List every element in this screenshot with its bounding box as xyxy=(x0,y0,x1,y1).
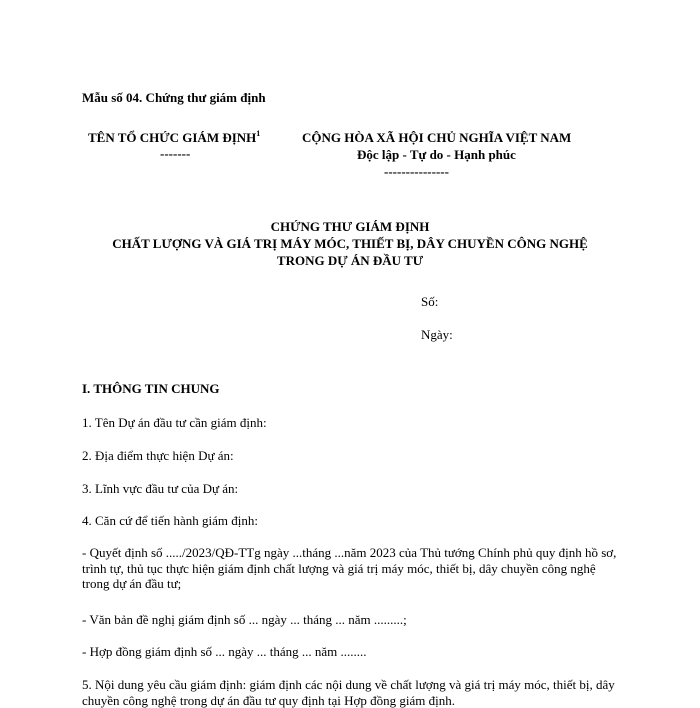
basis-request-letter: - Văn bản đề nghị giám định số ... ngày ... tháng ... năm .........; xyxy=(82,612,407,627)
item-location: 2. Địa điểm thực hiện Dự án: xyxy=(82,448,234,463)
title-line-1: CHỨNG THƯ GIÁM ĐỊNH xyxy=(270,219,430,234)
number-label: Số: xyxy=(421,294,439,309)
item-field: 3. Lĩnh vực đầu tư của Dự án: xyxy=(82,481,239,496)
basis-contract: - Hợp đồng giám định số ... ngày ... tháng ... năm ........ xyxy=(82,644,367,659)
item-basis: 4. Căn cứ để tiến hành giám định: xyxy=(82,513,259,528)
form-label: Mẫu số 04. Chứng thư giám định xyxy=(82,90,266,105)
date-label: Ngày: xyxy=(421,327,453,342)
section-heading: I. THÔNG TIN CHUNG xyxy=(82,381,220,396)
basis-decision: - Quyết định số ...../2023/QĐ-TTg ngày ...tháng ...năm 2023 của Thủ tướng Chính phủ quy định hồ sơ, trình tự, thủ tục thực hiện giám định chất lượng và giá trị máy móc, thiết bị, dây chuyền công nghệ trong dự án đầu tư; xyxy=(82,545,617,591)
title-line-2: CHẤT LƯỢNG VÀ GIÁ TRỊ MÁY MÓC, THIẾT BỊ, DÂY CHUYỀN CÔNG NGHỆ xyxy=(112,236,588,251)
item-requirements: 5. Nội dung yêu cầu giám định: giám định các nội dung về chất lượng và giá trị máy móc, thiết bị, dây chuyền công nghệ trong dự án đầu tư quy định tại Hợp đồng giám định. xyxy=(82,677,615,708)
title-line-3: TRONG DỰ ÁN ĐẦU TƯ xyxy=(276,253,424,268)
motto-dashes: --------------- xyxy=(384,164,449,179)
org-footnote-mark: 1 xyxy=(256,129,261,138)
country-name: CỘNG HÒA XÃ HỘI CHỦ NGHĨA VIỆT NAM xyxy=(302,130,572,145)
org-name-text: TÊN TỔ CHỨC GIÁM ĐỊNH xyxy=(88,130,257,145)
motto: Độc lập - Tự do - Hạnh phúc xyxy=(357,147,516,162)
org-name xyxy=(88,130,260,146)
item-project-name: 1. Tên Dự án đầu tư cần giám định: xyxy=(82,415,267,430)
org-dashes: ------- xyxy=(160,146,191,161)
